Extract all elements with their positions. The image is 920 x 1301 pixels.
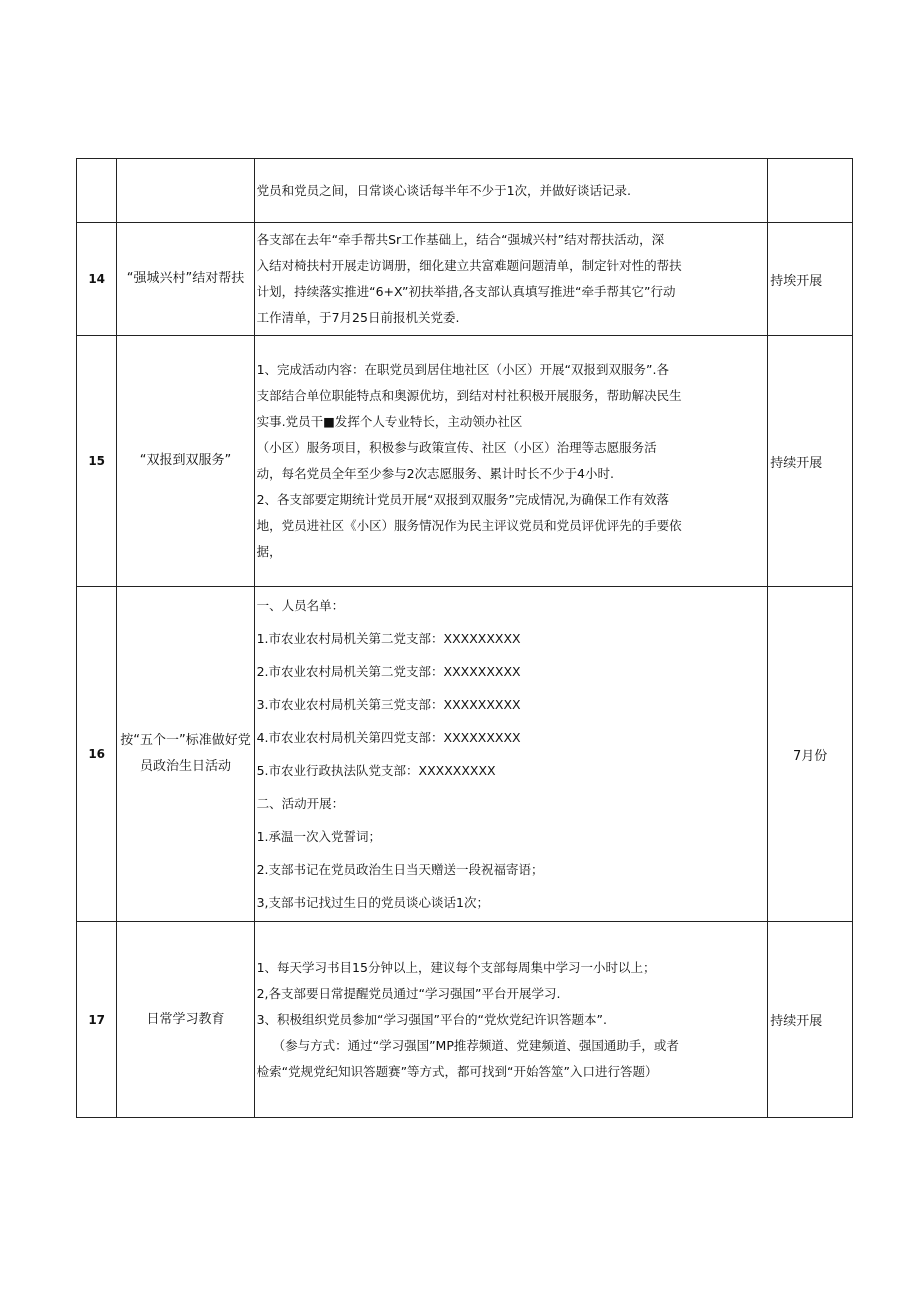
row-number: 16 (77, 587, 117, 922)
table-row (77, 159, 853, 223)
content-line: 2.支部书记在党员政治生日当天赠送一段祝福寄语； (256, 862, 544, 877)
content-line: 一、人员名单： (256, 598, 345, 613)
content-line: （小区）服务项目，积极参与政策宣传、社区（小区）治理等志愿服务活 (256, 440, 657, 455)
row-title: 日常学习教育 (117, 922, 254, 1118)
row-content (254, 587, 768, 922)
content-line: 党员和党员之间，日常谈心谈话每半年不少于1次，并做好谈话记录. (256, 182, 632, 198)
row-title (117, 159, 254, 223)
row-number: 14 (77, 223, 117, 336)
row-schedule: 7月份 (768, 587, 853, 922)
row-title: “强城兴村”结对帮扶 (117, 223, 254, 336)
content-line: 3.市农业农村局机关第三党支部：XXXXXXXXX (256, 697, 521, 712)
content-line: 二、活动开展： (256, 796, 345, 811)
content-line: 1.承温一次入党誓词； (256, 829, 382, 844)
content-line: 动，每名党员全年至少参与2次志愿服务、累计时长不少于4小时. (256, 466, 614, 481)
row-number: 15 (77, 336, 117, 587)
content-line: 地，党员进社区《小区）服务情况作为民主评议党员和党员评优评先的手要依 (256, 518, 682, 533)
content-line: 1、每天学习书目15分钟以上，建议每个支部每周集中学习一小时以上； (256, 959, 656, 975)
content-line: 4.市农业农村局机关第四党支部：XXXXXXXXX (256, 730, 521, 745)
table-row (77, 223, 853, 336)
row-content (254, 159, 768, 223)
row-number: 17 (77, 922, 117, 1118)
work-plan-table (76, 158, 853, 1118)
content-line: 2.市农业农村局机关第二党支部：XXXXXXXXX (256, 664, 521, 679)
content-line: 据， (256, 544, 282, 559)
content-line: 5.市农业行政执法队党支部：XXXXXXXXX (256, 763, 496, 778)
content-line: 支部结合单位职能特点和奥源优坊，到结对村社积极开展服务，帮助解决民生 (256, 388, 682, 403)
content-line: 3、积极组织党员参加“学习强国”平台的“党炊党纪许识答题本”. (256, 1011, 607, 1027)
row-title: 按“五个一”标准做好党员政治生日活动 (117, 587, 254, 922)
content-line: 2,各支部要日常提醒党员通过“学习强国”平台开展学习. (256, 985, 561, 1001)
row-schedule: 持续开展 (768, 336, 853, 587)
row-title: “双报到双服务” (117, 336, 254, 587)
row-content (254, 336, 768, 587)
table-row (77, 922, 853, 1118)
row-number (77, 159, 117, 223)
row-schedule (768, 159, 853, 223)
table-row (77, 336, 853, 587)
content-line: 3,支部书记找过生日的党员谈心谈话1次； (256, 895, 489, 910)
content-line: 各支部在去年“牵手帮共Sr工作基础上，结合“强城兴村”结对帮扶活动，深 (256, 232, 665, 247)
content-line: 实事.党员干■发挥个人专业特长，主动领办社区 (256, 414, 523, 429)
content-line: 入结对椅扶村开展走访调册，细化建立共富难题问题清单，制定针对性的帮扶 (256, 258, 682, 273)
content-line: 1、完成活动内容：在职党员到居住地社区（小区）开展“双报到双服务”.各 (256, 362, 669, 377)
content-line: 计划，持续落实推进“6+X”初扶举措,各支部认真填写推进“牵手帮其它”行动 (256, 284, 676, 299)
row-content (254, 922, 768, 1118)
content-line: 1.市农业农村局机关第二党支部：XXXXXXXXX (256, 631, 521, 646)
content-line: 检索“党规党纪知识答题赛”等方式，都可找到“开始答筮”入口进行答题） (256, 1063, 658, 1079)
row-schedule: 持埃开展 (768, 223, 853, 336)
content-line: （参与方式：通过“学习强国”MP推荐频道、党建频道、强国通助手，或者 (272, 1037, 679, 1053)
row-content (254, 223, 768, 336)
table-row (77, 587, 853, 922)
content-line: 2、各支部要定期统计党员开展“双报到双服务”完成情况,为确保工作有效落 (256, 492, 669, 507)
row-schedule: 持续开展 (768, 922, 853, 1118)
content-line: 工作清单，于7月25日前报机关党委. (256, 310, 460, 325)
